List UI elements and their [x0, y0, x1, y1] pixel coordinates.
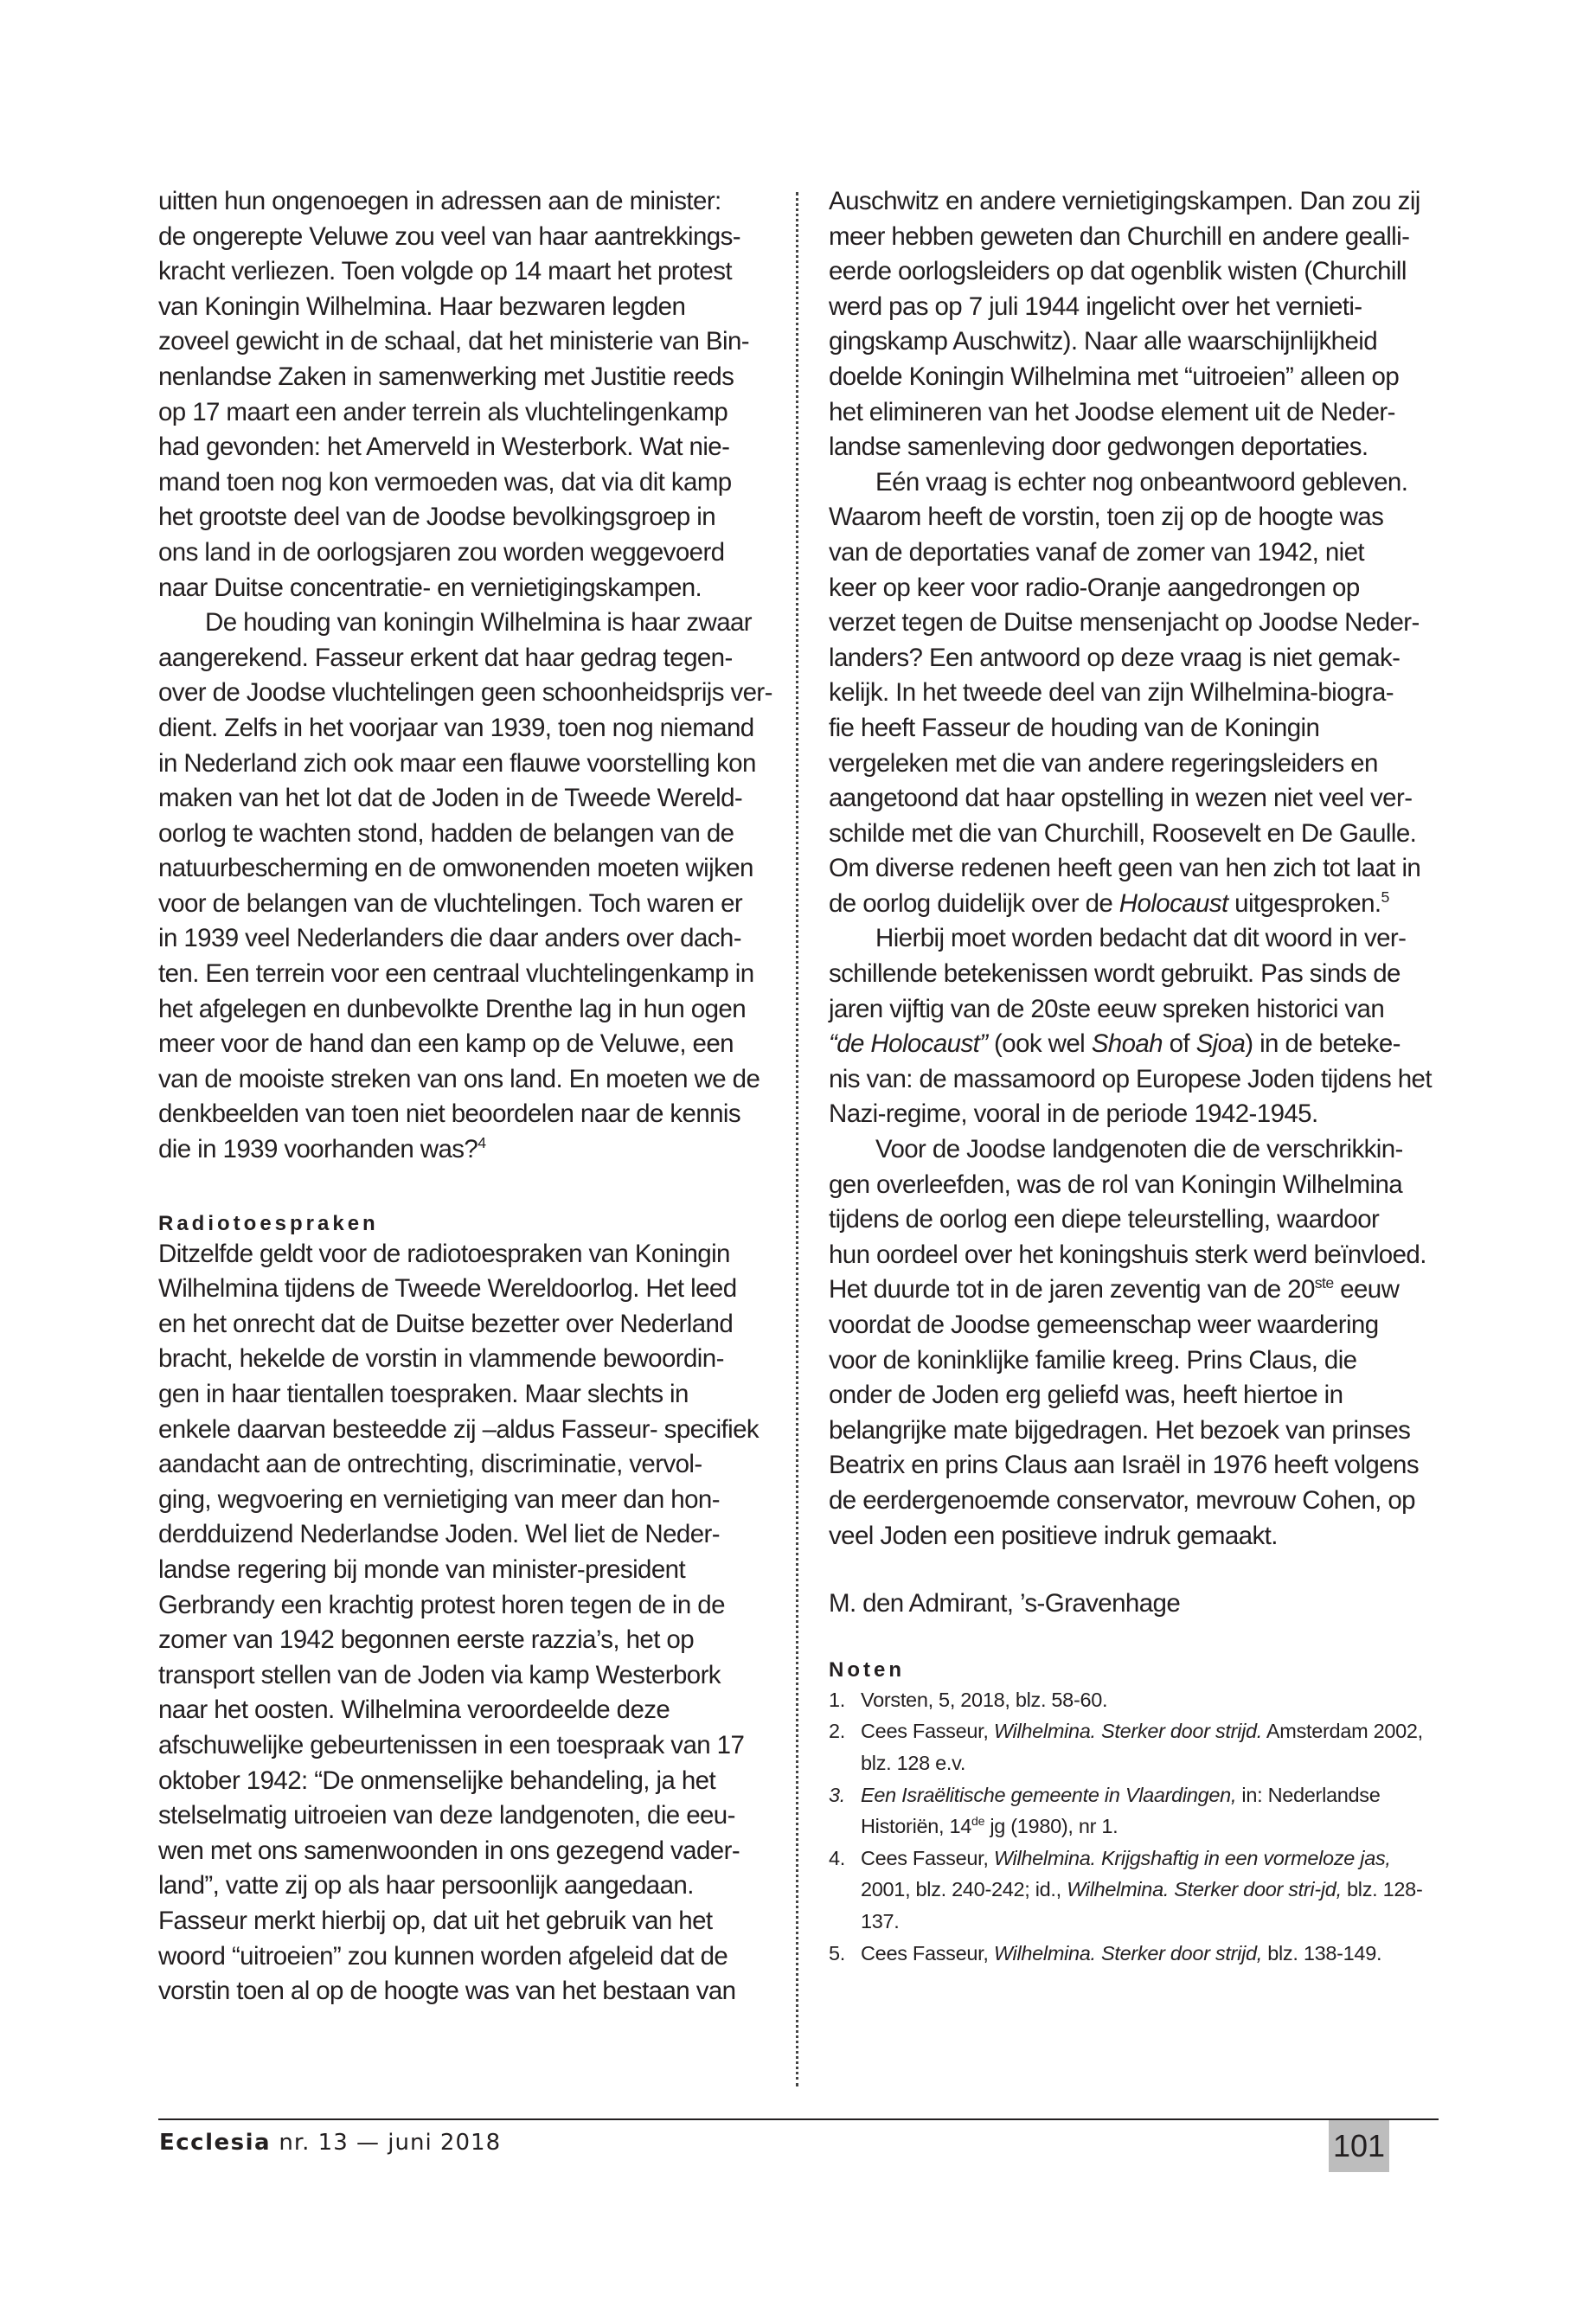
- text-line: de eerdergenoemde conservator, mevrouw Cohen, op: [829, 1485, 1415, 1515]
- text-line: oorlog te wachten stond, hadden de belangen van de: [158, 818, 734, 848]
- text-line: Nazi-regime, vooral in de periode 1942-1945.: [829, 1099, 1318, 1129]
- text-line: afschuwelijke gebeurtenissen in een toespraak van 17: [158, 1730, 745, 1759]
- footnote-item: [829, 1779, 1439, 1843]
- text-line: schilde met die van Churchill, Roosevelt en De Gaulle.: [829, 818, 1417, 848]
- text-line: Ditzelfde geldt voor de radiotoespraken van Koningin: [158, 1239, 730, 1268]
- text-line: mand toen nog kon vermoeden was, dat via dit kamp: [158, 467, 732, 497]
- text-line: meer voor de hand dan een kamp op de Veluwe, een: [158, 1029, 734, 1059]
- text-line: zoveel gewicht in de schaal, dat het ministerie van Bin-: [158, 327, 749, 356]
- text-line: Om diverse redenen heeft geen van hen zich tot laat in: [829, 854, 1421, 883]
- text-line: landse regering bij monde van minister-president: [158, 1554, 686, 1584]
- text-line: vergeleken met die van andere regeringsleiders en: [829, 748, 1378, 778]
- text-line: eerde oorlogsleiders op dat ogenblik wisten (Churchill: [829, 257, 1407, 286]
- footnote-text: 2001, blz. 240-242; id.,: [861, 1878, 1067, 1901]
- text-line: die in 1939 voorhanden was?$^4$: [158, 1134, 486, 1164]
- text-line: voordat de Joodse gemeenschap weer waardering: [829, 1311, 1379, 1339]
- notes-heading: Noten: [829, 1657, 905, 1682]
- text-line: transport stellen van de Joden via kamp Westerbork: [158, 1660, 721, 1689]
- text-line: Beatrix en prins Claus aan Israël in 1976 heeft volgens: [829, 1451, 1419, 1480]
- text-line: bracht, hekelde de vorstin in vlammende bewoordin-: [158, 1344, 724, 1374]
- text-line: gingskamp Auschwitz). Naar alle waarschijnlijkheid: [829, 327, 1378, 356]
- text-line: nis van: de massamoord op Europese Joden tijdens het: [829, 1064, 1432, 1093]
- text-line: in Nederland zich ook maar een flauwe voorstelling kon: [158, 748, 756, 778]
- footnote-text: Vorsten, 5, 2018, blz. 58-60.: [861, 1688, 1108, 1711]
- page-number: 101: [1329, 2120, 1389, 2172]
- text-line: tijdens de oorlog een diepe teleurstelling, waardoor: [829, 1205, 1380, 1234]
- zeventig-line: Het duurde tot in de jaren zeventig van de 20ste eeuw: [829, 1274, 1400, 1304]
- footnote-text: Amsterdam 2002, blz. 128 e.v.: [861, 1720, 1423, 1774]
- footnote-text: de: [971, 1814, 985, 1829]
- journal-name: Ecclesia: [159, 2130, 272, 2156]
- text-line: ten. Een terrein voor een centraal vluchtelingenkamp in: [158, 959, 754, 989]
- text-line: dient. Zelfs in het voorjaar van 1939, toen nog niemand: [158, 713, 754, 742]
- footer-journal-info: [159, 2130, 501, 2156]
- text-line: ons land in de oorlogsjaren zou worden weggevoerd: [158, 537, 725, 567]
- text-line: het afgelegen en dunbevolkte Drenthe lag in hun ogen: [158, 994, 747, 1023]
- footnote-text: in: Nederlandse Historiën, 14: [861, 1783, 1381, 1838]
- paragraph-vraag: [829, 465, 1439, 922]
- text-line: had gevonden: het Amerveld in Westerbork. Wat nie-: [158, 433, 730, 462]
- footnote-number: 1.: [829, 1688, 845, 1711]
- text-line: op 17 maart een ander terrein als vluchtelingenkamp: [158, 397, 728, 426]
- paragraph-auschwitz: [829, 184, 1439, 465]
- footnote-text: Cees Fasseur,: [861, 1846, 994, 1869]
- text-line: Wilhelmina tijdens de Tweede Wereldoorlog. Het leed: [158, 1274, 737, 1304]
- paragraph-houding: [158, 606, 772, 1168]
- text-line: ging, wegvoering en vernietiging van meer dan hon-: [158, 1484, 720, 1514]
- text-line: Eén vraag is echter nog onbeantwoord gebleven.: [875, 467, 1408, 497]
- text-line: naar het oosten. Wilhelmina veroordeelde deze: [158, 1695, 670, 1725]
- text-line: van de deportaties vanaf de zomer van 1942, niet: [829, 537, 1364, 567]
- text-line: Fasseur merkt hierbij op, dat uit het gebruik van het: [158, 1906, 713, 1935]
- footnote-item: [829, 1938, 1439, 1970]
- text-line: jaren vijftig van de 20ste eeuw spreken historici van: [829, 994, 1385, 1023]
- text-line: voor de belangen van de vluchtelingen. Toch waren er: [158, 888, 743, 918]
- text-line: naar Duitse concentratie- en vernietigingskampen.: [158, 573, 702, 602]
- text-line: Gerbrandy een krachtig protest horen tegen de in de: [158, 1590, 725, 1619]
- text-line: gen in haar tientallen toespraken. Maar slechts in: [158, 1380, 689, 1408]
- text-line: aangetoond dat haar opstelling in wezen niet veel ver-: [829, 784, 1413, 813]
- footnote-item: [829, 1715, 1439, 1779]
- text-line: van de mooiste streken van ons land. En moeten we de: [158, 1064, 760, 1093]
- text-line: derdduizend Nederlandse Joden. Wel liet de Neder-: [158, 1520, 720, 1549]
- text-line: landse samenleving door gedwongen deportaties.: [829, 433, 1368, 462]
- footnote-ref[interactable]: 4: [478, 1134, 486, 1152]
- footnote-text: Cees Fasseur,: [861, 1720, 994, 1743]
- footnote-ref-5[interactable]: 5: [1381, 888, 1389, 907]
- text-line: voor de koninklijke familie kreeg. Prins Claus, die: [829, 1345, 1357, 1375]
- text-line: woord “uitroeien” zou kunnen worden afgeleid dat de: [158, 1941, 728, 1971]
- text-line: Auschwitz en andere vernietigingskampen. Dan zou zij: [829, 187, 1420, 215]
- text-line: kracht verliezen. Toen volgde op 14 maart het protest: [158, 257, 732, 286]
- text-line: fie heeft Fasseur de houding van de Koningin: [829, 713, 1320, 742]
- left-column: [158, 184, 772, 2009]
- text-line: veel Joden een positieve indruk gemaakt.: [829, 1521, 1278, 1550]
- text-line: enkele daarvan besteedde zij –aldus Fasseur- specifiek: [158, 1414, 760, 1444]
- text-line: van Koningin Wilhelmina. Haar bezwaren legden: [158, 292, 686, 321]
- text-line: denkbeelden van toen niet beoordelen naar de kennis: [158, 1099, 741, 1129]
- text-line: schillende betekenissen wordt gebruikt. Pas sinds de: [829, 959, 1401, 989]
- footnote-text: Cees Fasseur,: [861, 1941, 994, 1965]
- text-line: meer hebben geweten dan Churchill en andere gealli-: [829, 221, 1410, 251]
- text-line: uitten hun ongenoegen in adressen aan de minister:: [158, 187, 721, 215]
- text-line: land”, vatte zij op als haar persoonlijk aangedaan.: [158, 1871, 694, 1900]
- footer-rule: [158, 2118, 1439, 2120]
- footnote-text: Wilhelmina. Sterker door stri-jd,: [1067, 1878, 1342, 1901]
- text-line: kelijk. In het tweede deel van zijn Wilhelmina-biogra-: [829, 678, 1394, 708]
- text-line: Hierbij moet worden bedacht dat dit woord in ver-: [875, 924, 1407, 953]
- paragraph-radiotoespraken: [158, 1237, 760, 2009]
- footnote-item: [829, 1684, 1439, 1716]
- author-signature: M. den Admirant, ’s-Gravenhage: [829, 1589, 1181, 1618]
- right-column: [829, 184, 1439, 1969]
- text-line: de ongerepte Veluwe zou veel van haar aantrekkings-: [158, 221, 740, 251]
- text-line: keer op keer voor radio-Oranje aangedrongen op: [829, 573, 1360, 602]
- text-line: nenlandse Zaken in samenwerking met Justitie reeds: [158, 362, 734, 391]
- text-line: gen overleefden, was de rol van Koningin Wilhelmina: [829, 1170, 1403, 1199]
- text-line: werd pas op 7 juli 1944 ingelicht over het vernieti-: [829, 292, 1362, 321]
- footnote-text: Wilhelmina. Sterker door strijd.: [993, 1720, 1262, 1743]
- text-line: aangerekend. Fasseur erkent dat haar gedrag tegen-: [158, 643, 733, 672]
- text-line: De houding van koningin Wilhelmina is haar zwaar: [205, 608, 753, 638]
- footnote-text: Wilhelmina. Sterker door strijd,: [993, 1941, 1262, 1965]
- text-line: vorstin toen al op de hoogte was van het bestaan van: [158, 1977, 736, 2006]
- footnote-text: blz. 138-149.: [1262, 1941, 1382, 1965]
- text-line: aandacht aan de ontrechting, discriminatie, vervol-: [158, 1450, 702, 1479]
- text-line: wen met ons samenwoonden in ons gezegend vader-: [158, 1836, 740, 1865]
- text-line: belangrijke mate bijgedragen. Het bezoek van prinses: [829, 1415, 1411, 1445]
- footnote-text: blz. 128-137.: [861, 1878, 1423, 1932]
- text-line: natuurbescherming en de omwonenden moeten wijken: [158, 854, 753, 883]
- text-line: stelselmatig uitroeien van deze landgenoten, die eeu-: [158, 1801, 735, 1830]
- footnote-number: 5.: [829, 1941, 845, 1965]
- shoah-line: “de Holocaust” (ook wel Shoah of Sjoa) in de beteke-: [829, 1029, 1401, 1059]
- text-line: hun oordeel over het koningshuis sterk werd beïnvloed.: [829, 1240, 1426, 1269]
- text-line: Voor de Joodse landgenoten die de verschrikkin-: [875, 1135, 1403, 1164]
- text-line: in 1939 veel Nederlanders die daar anders over dach-: [158, 924, 741, 953]
- paragraph-teleurstelling: [829, 1132, 1439, 1554]
- text-line: maken van het lot dat de Joden in de Tweede Wereld-: [158, 784, 743, 813]
- holocaust-line: de oorlog duidelijk over de Holocaust uitgesproken.$^5$: [829, 888, 1389, 918]
- text-line: het grootste deel van de Joodse bevolkingsgroep in: [158, 503, 716, 532]
- paragraph-veluwe: [158, 184, 755, 606]
- section-heading-radiotoespraken: Radiotoespraken: [158, 1211, 379, 1235]
- footnote-text: Wilhelmina. Krijgshaftig in een vormeloze jas,: [993, 1846, 1391, 1869]
- text-line: zomer van 1942 begonnen eerste razzia’s, het op: [158, 1625, 695, 1655]
- text-line: verzet tegen de Duitse mensenjacht op Joodse Neder-: [829, 608, 1420, 638]
- column-divider-dotted: [796, 192, 798, 2086]
- issue-info: nr. 13 — juni 2018: [279, 2130, 502, 2156]
- text-line: oktober 1942: “De onmenselijke behandeling, ja het: [158, 1766, 716, 1795]
- footnotes-list: [829, 1684, 1439, 1969]
- paragraph-betekenissen: [829, 921, 1439, 1132]
- footnote-item: [829, 1843, 1439, 1938]
- footnote-number: 3.: [829, 1783, 845, 1806]
- footnote-number: 4.: [829, 1846, 845, 1869]
- text-line: over de Joodse vluchtelingen geen schoonheidsprijs ver-: [158, 678, 772, 708]
- footnote-text: jg (1980), nr 1.: [984, 1815, 1118, 1838]
- text-line: doelde Koningin Wilhelmina met “uitroeien” alleen op: [829, 362, 1400, 391]
- footnote-text: Een Israëlitische gemeente in Vlaardingen,: [861, 1783, 1237, 1806]
- text-line: onder de Joden erg geliefd was, heeft hiertoe in: [829, 1381, 1343, 1410]
- text-line: Waarom heeft de vorstin, toen zij op de hoogte was: [829, 503, 1384, 532]
- text-line: en het onrecht dat de Duitse bezetter over Nederland: [158, 1309, 734, 1338]
- text-line: landers? Een antwoord op deze vraag is niet gemak-: [829, 643, 1401, 672]
- footnote-number: 2.: [829, 1720, 845, 1743]
- text-line: het elimineren van het Joodse element uit de Neder-: [829, 397, 1395, 426]
